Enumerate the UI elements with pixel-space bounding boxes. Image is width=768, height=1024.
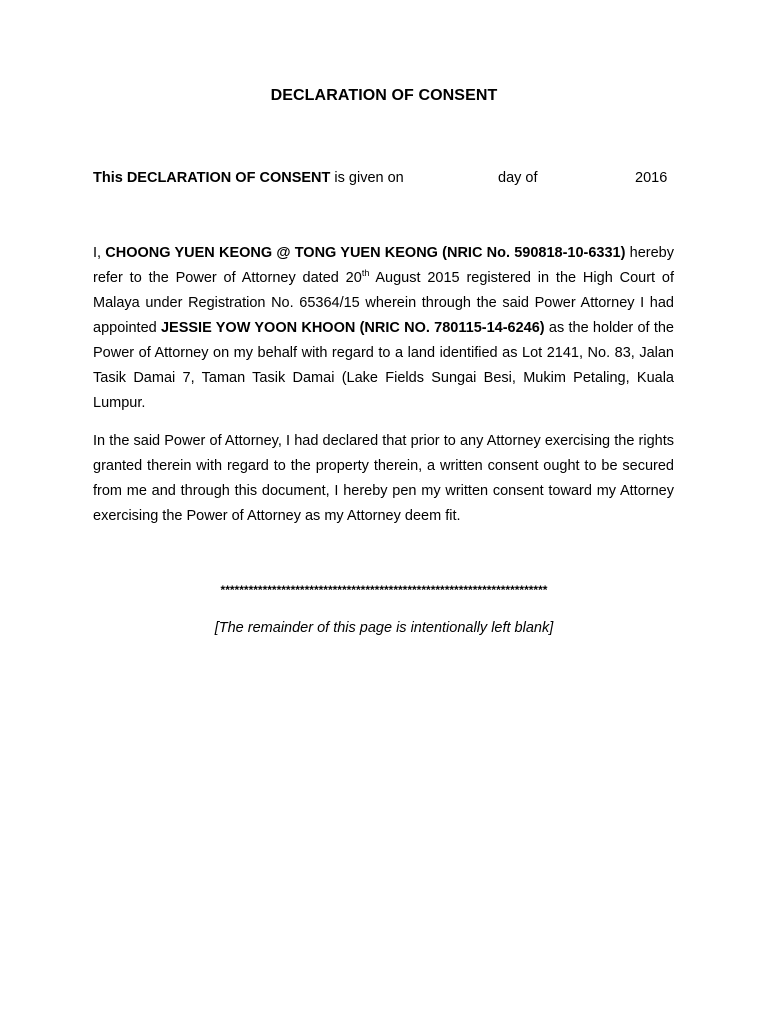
- date-superscript: th: [361, 268, 370, 279]
- paragraph-declaration: [93, 241, 674, 416]
- intro-line: [93, 170, 683, 190]
- para1-text-b: August 2015 registered in the High Court of Malaya under Registration No. 65364/15 wherein through the said Power Attorney I had appointed: [93, 270, 674, 336]
- intro-year: 2016: [635, 170, 668, 186]
- blank-page-note: [The remainder of this page is intentionally left blank]: [214, 620, 554, 636]
- paragraph-consent: In the said Power of Attorney, I had declared that prior to any Attorney exercising the rights granted therein with regard to the property therein, a written consent ought to be secured from me and through this document, I hereby pen my written consent toward my Attorney exercising the Power of Attorney as my Attorney deem fit.: [93, 433, 674, 524]
- asterisk-divider: **********************************************************************: [220, 583, 548, 597]
- para1-text-c: as the holder of the Power of Attorney on my behalf with regard to a land identified as Lot 2141, No. 83, Jalan Tasik Damai 7, Taman Tasik Damai (Lake Fields Sungai Besi, Mukim Petaling, Kuala Lumpur.: [93, 320, 674, 411]
- attorney-name: JESSIE YOW YOON KHOON (NRIC NO. 780115-14-6246): [160, 320, 545, 336]
- intro-bold-title: This DECLARATION OF CONSENT: [93, 170, 331, 186]
- declarant-name: CHOONG YUEN KEONG @ TONG YUEN KEONG (NRIC No. 590818-10-6331): [105, 245, 626, 261]
- intro-given-on: is given on: [330, 170, 404, 186]
- para1-text-a: hereby refer to the Power of Attorney dated 20: [93, 245, 674, 286]
- para1-opening: I,: [93, 245, 106, 261]
- intro-day-of: day of: [498, 170, 538, 186]
- document-title: DECLARATION OF CONSENT: [270, 87, 498, 104]
- intro-lead: [93, 170, 404, 186]
